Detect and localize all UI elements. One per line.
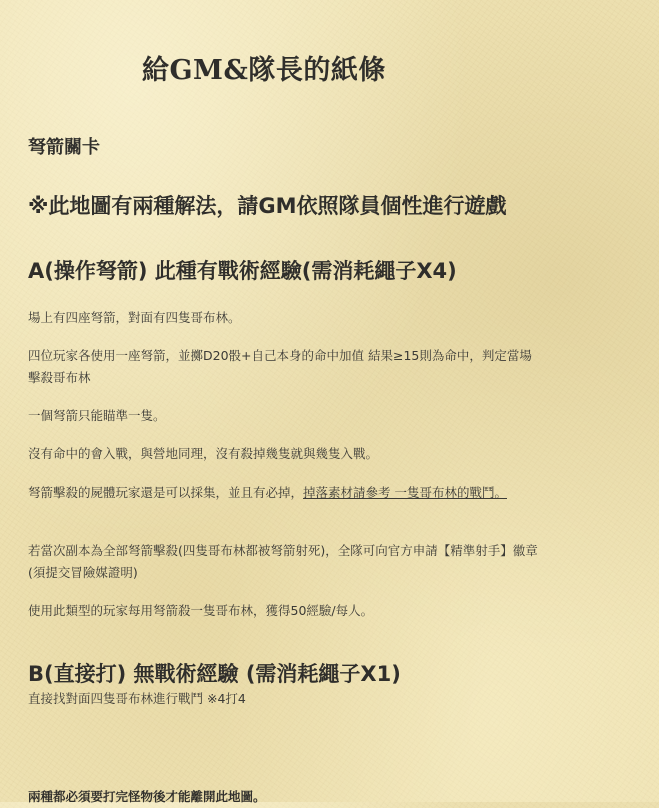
option-a-paragraph-4: 沒有命中的會入戰，與營地同理，沒有殺掉幾隻就與幾隻入戰。 [28, 446, 379, 461]
option-a-heading: A(操作弩箭) 此種有戰術經驗(需消耗繩子X4) [28, 259, 457, 283]
option-a-paragraph-5 [28, 482, 538, 504]
loot-reference-link[interactable]: 掉落素材請參考 一隻哥布林的戰鬥。 [303, 485, 507, 500]
option-a-paragraph-7: 使用此類型的玩家每用弩箭殺一隻哥布林，獲得50經驗/每人。 [28, 603, 374, 618]
notice-heading: ※此地圖有兩種解法，請GM依照隊員個性進行遊戲 [28, 194, 507, 218]
section-label: 弩箭關卡 [28, 137, 100, 158]
page-title: 給GM&隊長的紙條 [142, 55, 386, 86]
footer-note: 兩種都必須要打完怪物後才能離開此地圖。 [28, 789, 266, 804]
option-a-paragraph-1: 場上有四座弩箭，對面有四隻哥布林。 [28, 310, 241, 325]
option-b-heading: B(直接打) 無戰術經驗 (需消耗繩子X1) [28, 662, 401, 686]
option-a-paragraph-3: 一個弩箭只能瞄準一隻。 [28, 408, 166, 423]
option-a-paragraph-5-text: 弩箭擊殺的屍體玩家還是可以採集，並且有必掉， [28, 485, 304, 500]
option-a-paragraph-6: 若當次副本為全部弩箭擊殺(四隻哥布林都被弩箭射死)，全隊可向官方申請【精準射手】徽章 (須提交冒險媒證明) [28, 543, 538, 580]
option-a-paragraph-2: 四位玩家各使用一座弩箭，並擲D20骰+自己本身的命中加值 結果≥15則為命中，判定當場擊殺哥布林 [28, 348, 532, 385]
option-b-paragraph-1: 直接找對面四隻哥布林進行戰鬥 ※4打4 [28, 691, 246, 706]
